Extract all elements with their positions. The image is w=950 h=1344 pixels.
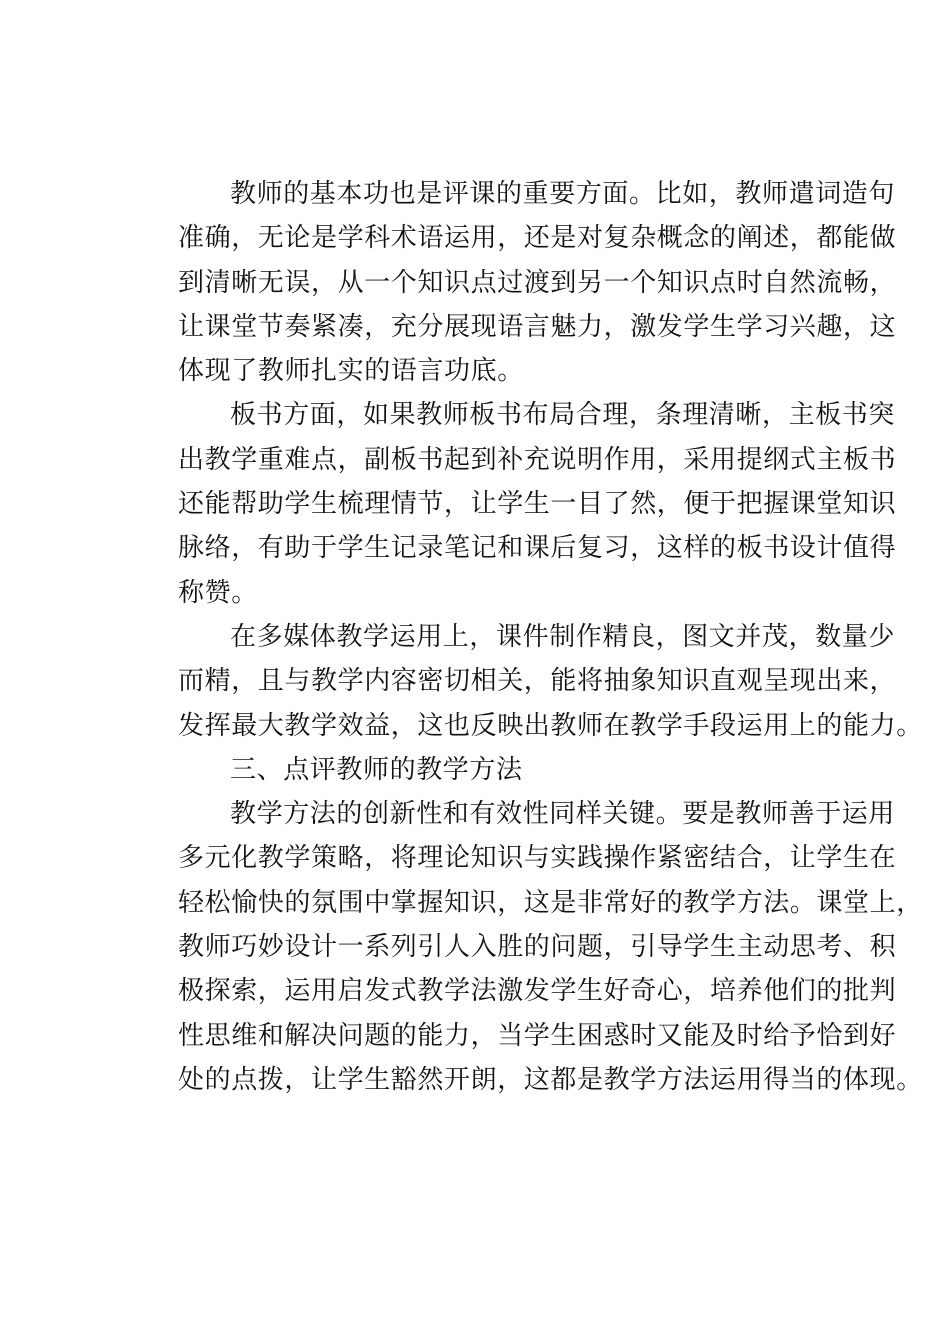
section-heading <box>126 748 838 792</box>
text-line: 教学方法的创新性和有效性同样关键。要是教师善于运用 <box>230 799 896 830</box>
paragraph-multimedia <box>126 615 923 748</box>
text-line: 出教学重难点，副板书起到补充说明作用，采用提纲式主板书 <box>178 444 897 475</box>
paragraph-methods <box>126 792 923 1102</box>
text-line: 而精，且与教学内容密切相关，能将抽象知识直观呈现出来， <box>178 666 897 697</box>
section-heading-text: 三、点评教师的教学方法 <box>230 754 523 785</box>
text-line: 教师的基本功也是评课的重要方面。比如，教师遣词造句 <box>230 179 896 209</box>
text-line: 性思维和解决问题的能力，当学生困惑时又能及时给予恰到好 <box>178 1020 897 1051</box>
text-line: 准确，无论是学科术语运用，还是对复杂概念的阐述，都能做 <box>178 223 897 254</box>
text-line: 脉络，有助于学生记录笔记和课后复习，这样的板书设计值得 <box>178 533 897 564</box>
text-line: 处的点拨，让学生豁然开朗，这都是教学方法运用得当的体现。 <box>178 1064 923 1095</box>
text-line: 板书方面，如果教师板书布局合理，条理清晰，主板书突 <box>230 400 896 431</box>
text-line: 让课堂节奏紧凑，充分展现语言魅力，激发学生学习兴趣，这 <box>178 311 897 342</box>
document-body <box>126 172 923 1102</box>
paragraph-basic-skills <box>126 172 897 393</box>
text-line: 轻松愉快的氛围中掌握知识，这是非常好的教学方法。课堂上， <box>178 887 923 918</box>
text-line: 到清晰无误，从一个知识点过渡到另一个知识点时自然流畅， <box>178 267 897 298</box>
text-line: 称赞。 <box>178 577 258 608</box>
text-line: 发挥最大教学效益，这也反映出教师在教学手段运用上的能力。 <box>178 710 923 741</box>
text-line: 教师巧妙设计一系列引人入胜的问题，引导学生主动思考、积 <box>178 932 897 963</box>
text-line: 体现了教师扎实的语言功底。 <box>178 356 524 387</box>
paragraph-blackboard <box>126 393 897 614</box>
text-line: 在多媒体教学运用上，课件制作精良，图文并茂，数量少 <box>230 621 896 652</box>
text-line: 多元化教学策略，将理论知识与实践操作紧密结合，让学生在 <box>178 843 897 874</box>
text-line: 极探索，运用启发式教学法激发学生好奇心，培养他们的批判 <box>178 976 897 1007</box>
text-line: 还能帮助学生梳理情节，让学生一目了然，便于把握课堂知识 <box>178 489 897 520</box>
